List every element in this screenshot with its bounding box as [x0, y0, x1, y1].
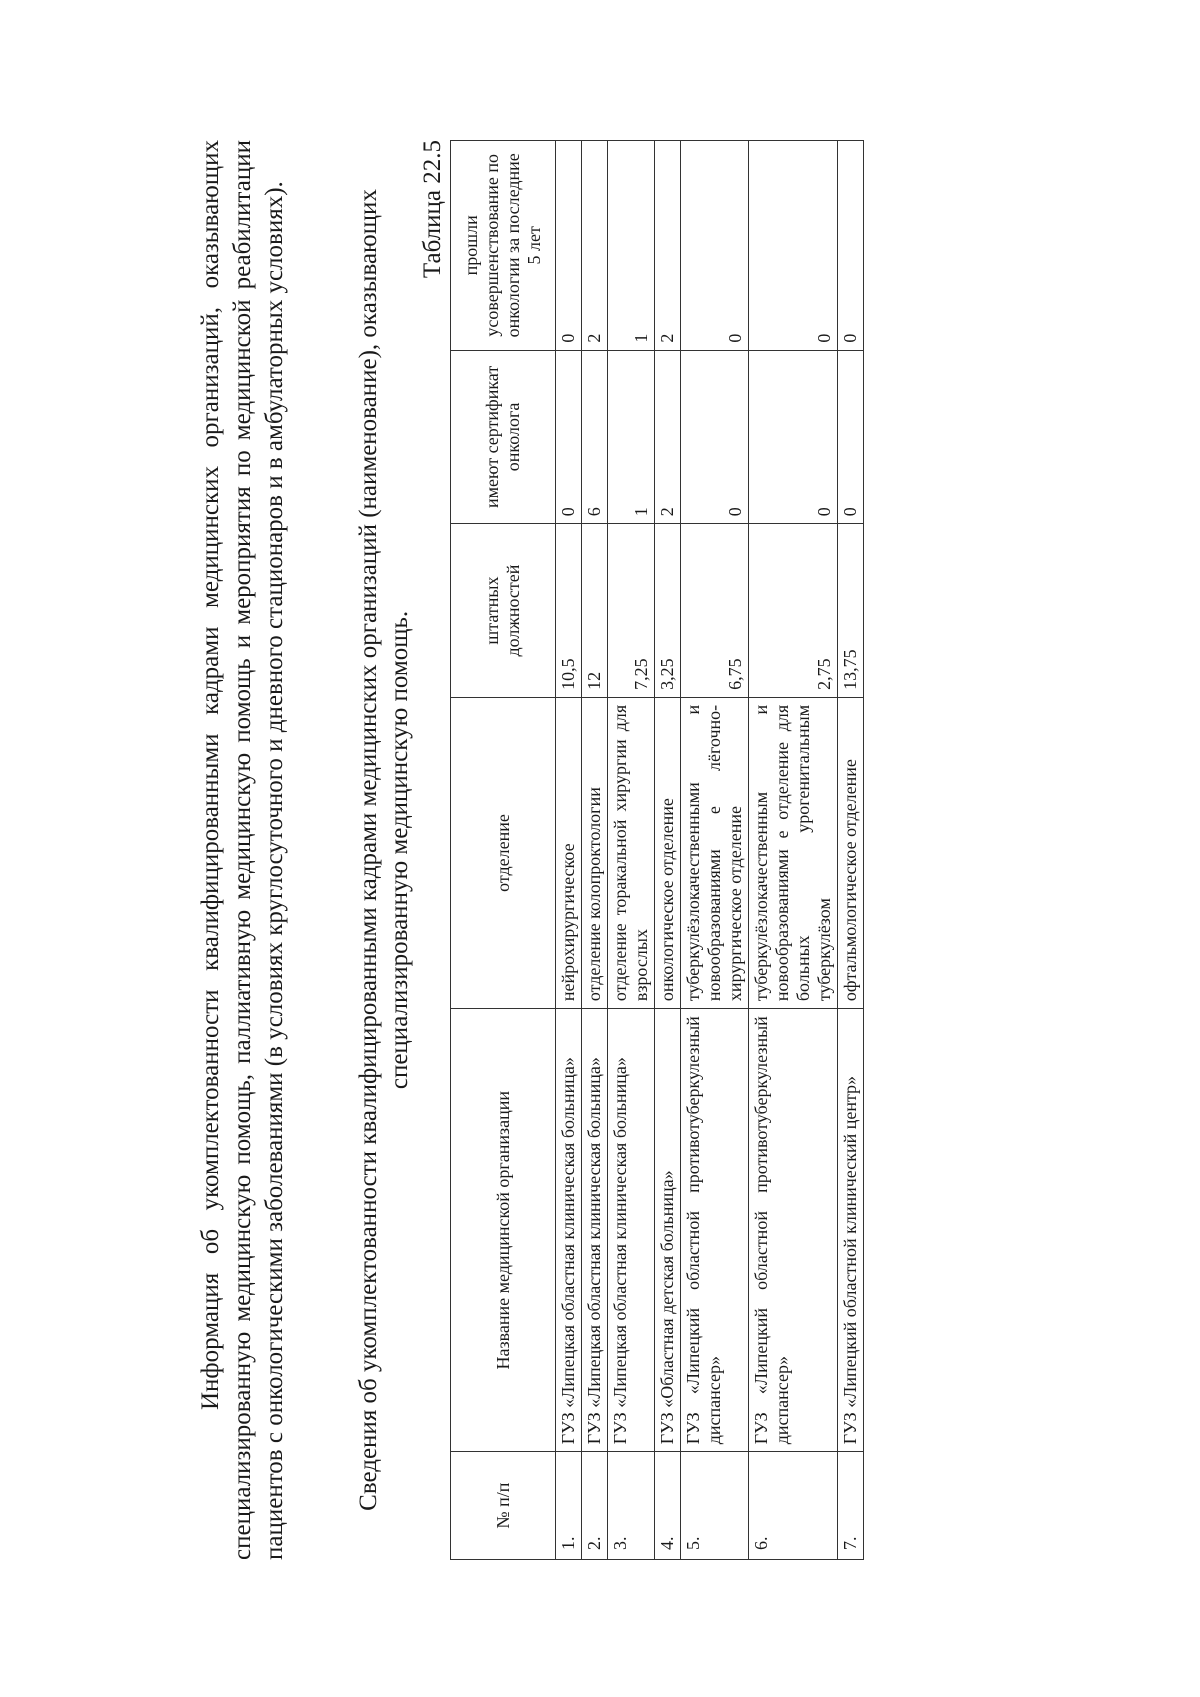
cell-edu: 2	[582, 141, 608, 351]
cell-edu: 2	[655, 141, 681, 351]
table-row	[655, 141, 681, 1560]
cell-org: ГУЗ «Липецкая областная клиническая больница»	[556, 1009, 582, 1452]
document-page	[195, 140, 1005, 1560]
cell-cert: 0	[838, 350, 864, 524]
header-oncology-training: прошли усовершенствование по онкологии за последние 5 лет	[451, 141, 556, 351]
cell-edu: 0	[838, 141, 864, 351]
cell-department: отделение колопроктологии	[582, 697, 608, 1008]
cell-org: ГУЗ «Липецкий областной клинический центр»	[838, 1009, 864, 1452]
table-row	[681, 141, 749, 1560]
cell-num: 3.	[608, 1452, 655, 1560]
cell-num: 6.	[749, 1452, 838, 1560]
cell-department: туберкулёзлокачественным и новообразованиями е отделение для больных урогенитальным туберкулёзом	[749, 697, 838, 1008]
cell-num: 1.	[556, 1452, 582, 1560]
header-oncologist-certificate: имеют сертификат онколога	[451, 350, 556, 524]
cell-org: ГУЗ «Липецкий областной противотуберкулезный диспансер»	[681, 1009, 749, 1452]
cell-staff: 3,25	[655, 524, 681, 698]
cell-num: 5.	[681, 1452, 749, 1560]
cell-cert: 0	[556, 350, 582, 524]
cell-edu: 1	[608, 141, 655, 351]
cell-department: онкологическое отделение	[655, 697, 681, 1008]
header-staff-positions: штатных должностей	[451, 524, 556, 698]
cell-edu: 0	[681, 141, 749, 351]
table-row	[749, 141, 838, 1560]
cell-org: ГУЗ «Областная детская больница»	[655, 1009, 681, 1452]
cell-cert: 2	[655, 350, 681, 524]
cell-num: 2.	[582, 1452, 608, 1560]
table-row	[608, 141, 655, 1560]
cell-edu: 0	[556, 141, 582, 351]
table-subtitle: Сведения об укомплектованности квалифицированными кадрами медицинских организаций (наименование), оказывающих специализированную медицинскую помощь.	[355, 189, 413, 1511]
cell-staff: 6,75	[681, 524, 749, 698]
staffing-table	[450, 140, 864, 1560]
cell-staff: 12	[582, 524, 608, 698]
header-org: Название медицинской организации	[451, 1009, 556, 1452]
table-row	[582, 141, 608, 1560]
table-row	[838, 141, 864, 1560]
table-caption: Таблица 22.5	[419, 140, 446, 279]
cell-num: 4.	[655, 1452, 681, 1560]
cell-edu: 0	[749, 141, 838, 351]
table-row	[556, 141, 582, 1560]
cell-cert: 0	[749, 350, 838, 524]
cell-staff: 2,75	[749, 524, 838, 698]
cell-cert: 6	[582, 350, 608, 524]
cell-cert: 0	[681, 350, 749, 524]
cell-cert: 1	[608, 350, 655, 524]
cell-department: нейрохирургическое	[556, 697, 582, 1008]
cell-staff: 13,75	[838, 524, 864, 698]
cell-org: ГУЗ «Липецкая областная клиническая больница»	[582, 1009, 608, 1452]
cell-staff: 10,5	[556, 524, 582, 698]
header-num: № п/п	[451, 1452, 556, 1560]
header-department: отделение	[451, 697, 556, 1008]
intro-paragraph: Информация об укомплектованности квалифицированными кадрами медицинских организаций, оказывающих специализированную медицинскую помощь, паллиативную медицинскую помощь и мероприятия по медицинской реабилитации пациентов с онкологическими заболеваниями (в условиях круглосуточного и дневного стационаров и в амбулаторных условиях).	[197, 140, 288, 1560]
cell-org: ГУЗ «Липецкий областной противотуберкулезный диспансер»	[749, 1009, 838, 1452]
cell-org: ГУЗ «Липецкая областная клиническая больница»	[608, 1009, 655, 1452]
cell-department: туберкулёзлокачественными и новообразованиями е лёгочно-хирургическое отделение	[681, 697, 749, 1008]
cell-department: офтальмологическое отделение	[838, 697, 864, 1008]
cell-num: 7.	[838, 1452, 864, 1560]
table-header-row	[451, 141, 556, 1560]
cell-department: отделение торакальной хирургии для взрослых	[608, 697, 655, 1008]
cell-staff: 7,25	[608, 524, 655, 698]
